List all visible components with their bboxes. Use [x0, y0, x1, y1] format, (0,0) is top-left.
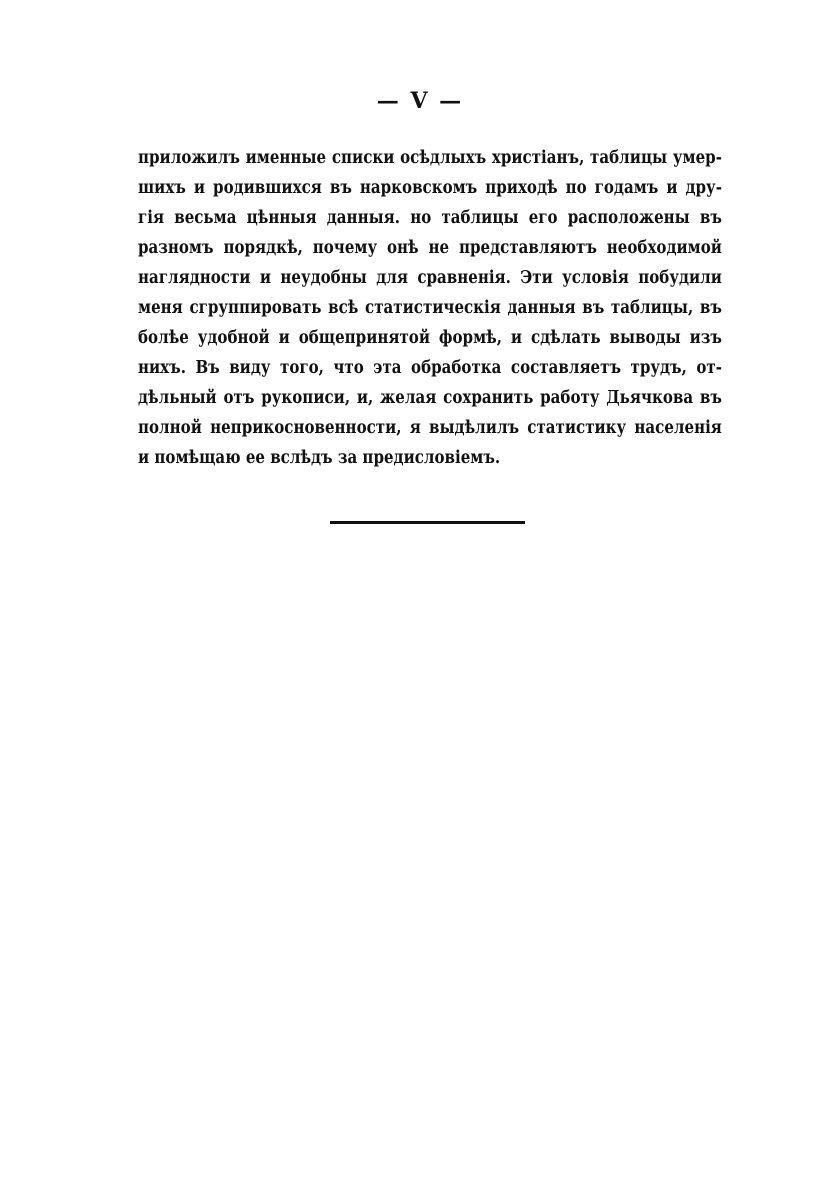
text-line: шихъ и родившихся въ нарковскомъ приходѣ по годамъ и дру- — [138, 178, 722, 198]
text-line: гія весьма цѣнныя данныя. но таблицы его расположены въ — [138, 208, 722, 228]
paragraph — [138, 143, 722, 473]
text-line: болѣе удобной и общепринятой формѣ, и сдѣлать выводы изъ — [138, 328, 722, 348]
text-line: приложилъ именные списки осѣдлыхъ христіанъ, таблицы умер- — [138, 148, 722, 168]
text-line-last: и помѣщаю ее вслѣдъ за предисловіемъ. — [138, 448, 501, 468]
text-line: дѣльный отъ рукописи, и, желая сохранить работу Дьячкова въ — [138, 388, 722, 408]
section-divider-rule — [330, 521, 525, 524]
text-line: разномъ порядкѣ, почему онѣ не представляютъ необходимой — [138, 238, 722, 258]
text-line: полной неприкосновенности, я выдѣлилъ статистику населенія — [138, 418, 722, 438]
text-line: наглядности и неудобны для сравненія. Эти условія побудили — [138, 268, 722, 288]
page-number-header: — V — — [376, 88, 464, 114]
text-line: нихъ. Въ виду того, что эта обработка составляетъ трудъ, от- — [138, 358, 722, 378]
text-line: меня сгруппировать всѣ статистическія данныя въ таблицы, въ — [138, 298, 722, 318]
